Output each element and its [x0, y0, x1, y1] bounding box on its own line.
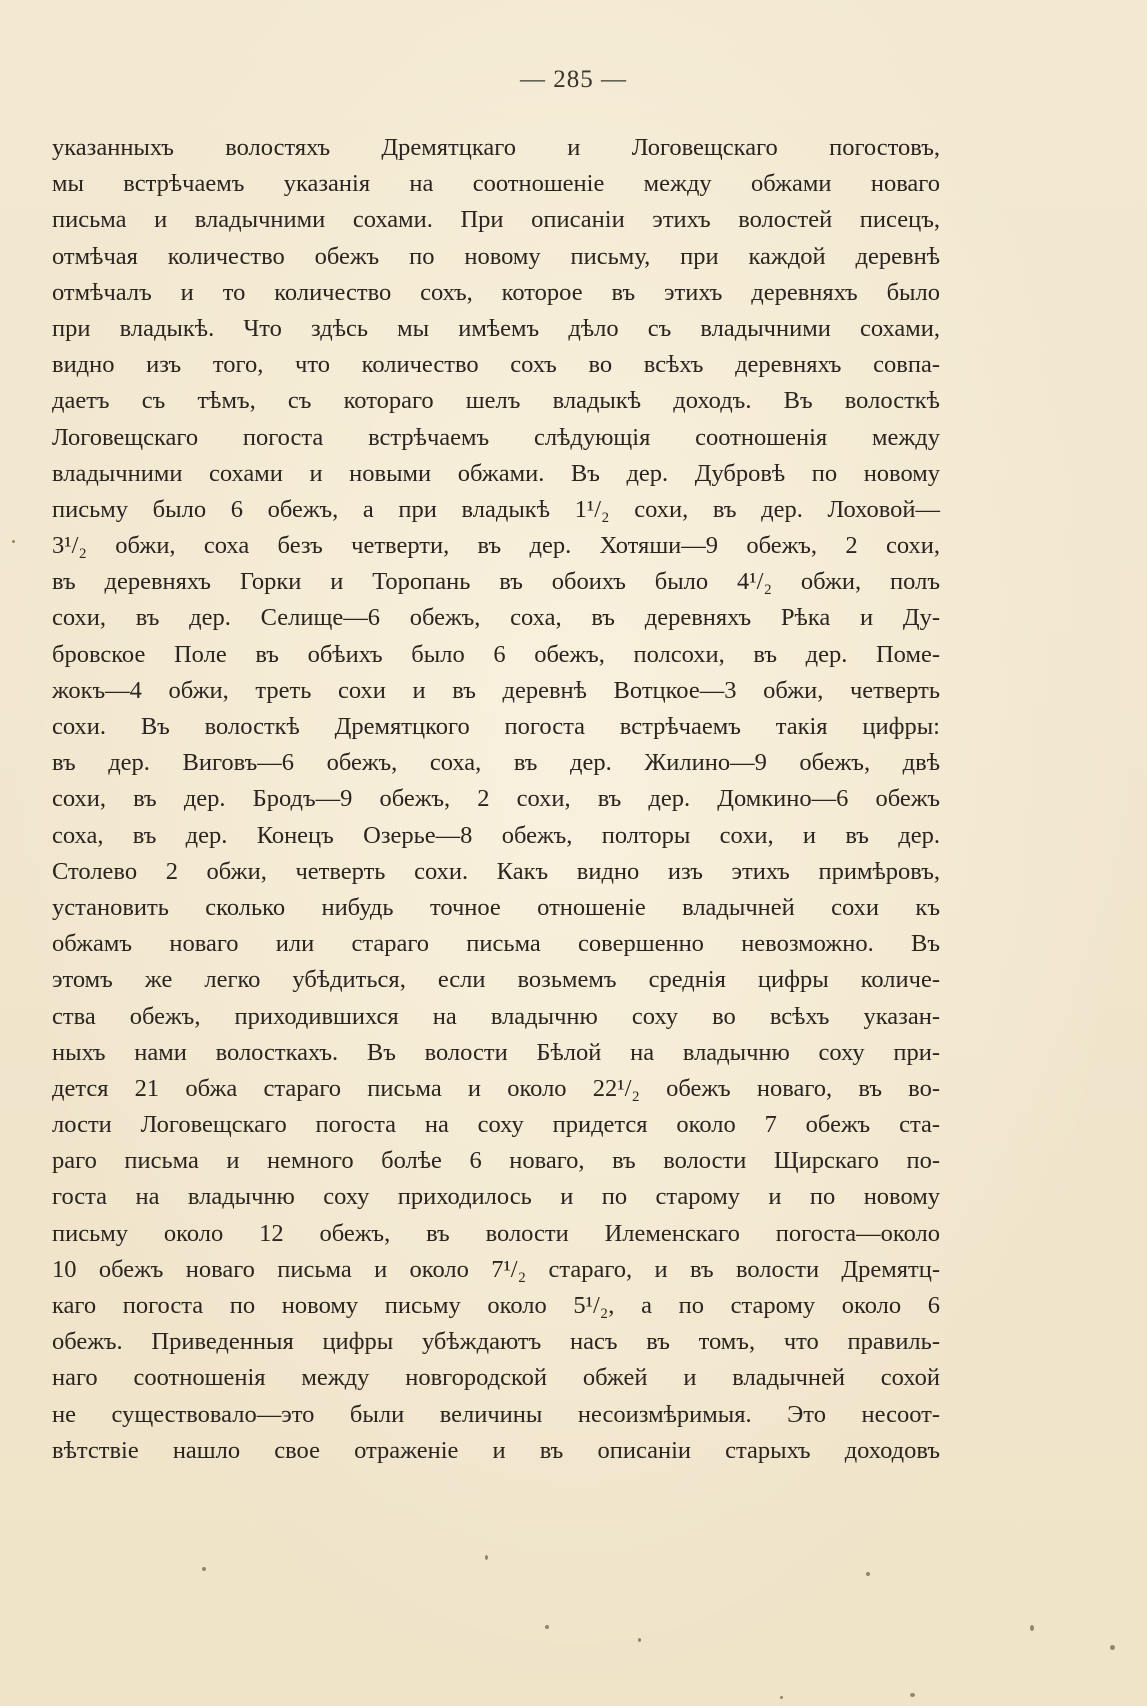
text-line: этомъ же легко убѣдиться, если возьмемъ среднія цифры количе-	[52, 966, 940, 994]
text-line: не существовало—это были величины несоизмѣримыя. Это несоот-	[52, 1400, 940, 1428]
text-line: 3¹/₂ обжи, соха безъ четверти, въ дер. Хотяши—9 обежъ, 2 сохи,	[52, 532, 940, 560]
text-line: обежъ. Приведенныя цифры убѣждаютъ насъ въ томъ, что правиль-	[52, 1328, 940, 1356]
text-line: Логовещскаго погоста встрѣчаемъ слѣдующія соотношенія между	[52, 423, 940, 451]
text-line: установить сколько нибудь точное отношеніе владычней сохи къ	[52, 893, 940, 921]
text-line: въ деревняхъ Горки и Торопань въ обоихъ было 4¹/₂ обжи, полъ	[52, 568, 940, 596]
text-line: 10 обежъ новаго письма и около 7¹/₂ стараго, и въ волости Дремятц-	[52, 1255, 940, 1283]
paper-speck	[485, 1555, 488, 1560]
paper-speck	[780, 1696, 783, 1699]
text-line: сохи, въ дер. Бродъ—9 обежъ, 2 сохи, въ дер. Домкино—6 обежъ	[52, 785, 940, 813]
text-line: отмѣчалъ и то количество сохъ, которое въ этихъ деревняхъ было	[52, 278, 940, 306]
text-line: письма и владычними сохами. При описаніи этихъ волостей писецъ,	[52, 206, 940, 234]
text-line: бровское Поле въ обѣихъ было 6 обежъ, полсохи, въ дер. Поме-	[52, 640, 940, 668]
text-line: наго соотношенія между новгородской обжей и владычней сохой	[52, 1364, 940, 1392]
text-line: ства обежъ, приходившихся на владычню соху во всѣхъ указан-	[52, 1002, 940, 1030]
paper-speck	[910, 1693, 915, 1697]
text-line: Столево 2 обжи, четверть сохи. Какъ видно изъ этихъ примѣровъ,	[52, 857, 940, 885]
text-line: сохи, въ дер. Селище—6 обежъ, соха, въ деревняхъ Рѣка и Ду-	[52, 604, 940, 632]
paper-speck	[202, 1567, 206, 1571]
text-line: соха, въ дер. Конецъ Озерье—8 обежъ, полторы сохи, и въ дер.	[52, 821, 940, 849]
paper-speck	[12, 540, 15, 543]
paper-speck	[1030, 1625, 1034, 1631]
paper-speck	[638, 1638, 641, 1642]
text-line: въ дер. Виговъ—6 обежъ, соха, въ дер. Жилино—9 обежъ, двѣ	[52, 749, 940, 777]
paper-speck	[866, 1572, 870, 1576]
text-line: госта на владычню соху приходилось и по старому и по новому	[52, 1183, 940, 1211]
paper-speck	[545, 1625, 549, 1629]
text-line: владычними сохами и новыми обжами. Въ дер. Дубровѣ по новому	[52, 459, 940, 487]
text-line: указанныхъ волостяхъ Дремятцкаго и Логовещскаго погостовъ,	[52, 134, 940, 161]
text-line: письму около 12 обежъ, въ волости Илеменскаго погоста—около	[52, 1219, 940, 1247]
text-line: ныхъ нами волосткахъ. Въ волости Бѣлой на владычню соху при-	[52, 1038, 940, 1066]
text-line: даетъ съ тѣмъ, съ котораго шелъ владыкѣ доходъ. Въ волосткѣ	[52, 387, 940, 415]
text-line: видно изъ того, что количество сохъ во всѣхъ деревняхъ совпа-	[52, 351, 940, 379]
text-line: каго погоста по новому письму около 5¹/₂, а по старому около 6	[52, 1292, 940, 1319]
text-line: мы встрѣчаемъ указанія на соотношеніе между обжами новаго	[52, 170, 940, 198]
text-line: отмѣчая количество обежъ по новому письму, при каждой деревнѣ	[52, 242, 940, 270]
text-line: письму было 6 обежъ, а при владыкѣ 1¹/₂ сохи, въ дер. Лоховой—	[52, 495, 940, 523]
text-line: жокъ—4 обжи, треть сохи и въ деревнѣ Вотцкое—3 обжи, четверть	[52, 676, 940, 704]
page-number: — 285 —	[520, 66, 627, 93]
paper-speck	[1110, 1645, 1115, 1650]
text-line: лости Логовещскаго погоста на соху придется около 7 обежъ ста-	[52, 1111, 940, 1139]
text-line: дется 21 обжа стараго письма и около 22¹/₂ обежъ новаго, въ во-	[52, 1074, 940, 1102]
text-line: сохи. Въ волосткѣ Дремятцкого погоста встрѣчаемъ такія цифры:	[52, 713, 940, 740]
text-line: при владыкѣ. Что здѣсь мы имѣемъ дѣло съ владычними сохами,	[52, 314, 940, 342]
text-line: обжамъ новаго или стараго письма совершенно невозможно. Въ	[52, 930, 940, 958]
text-line: вѣтствіе нашло свое отраженіе и въ описаніи старыхъ доходовъ	[52, 1436, 940, 1464]
body-text	[52, 130, 940, 1469]
text-line: раго письма и немного болѣе 6 новаго, въ волости Щирскаго по-	[52, 1147, 940, 1175]
